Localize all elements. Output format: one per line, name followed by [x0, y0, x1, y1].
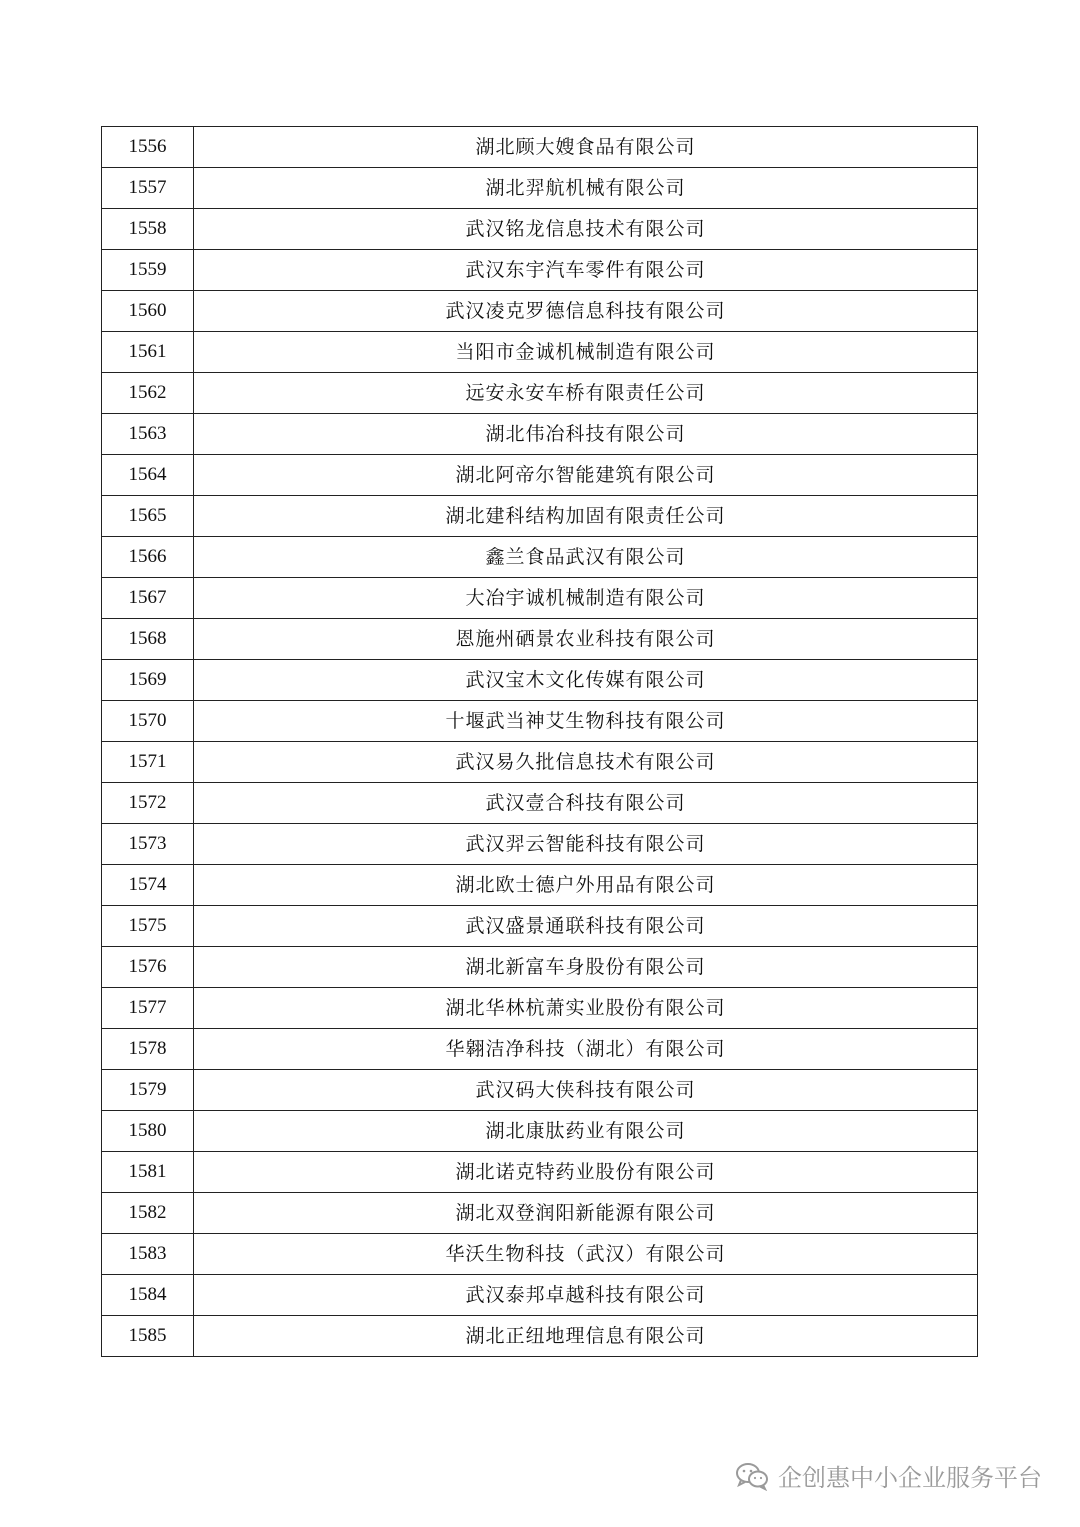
row-number: 1576	[102, 947, 194, 988]
company-name: 武汉宝木文化传媒有限公司	[194, 660, 978, 701]
row-number: 1582	[102, 1193, 194, 1234]
company-name: 武汉码大侠科技有限公司	[194, 1070, 978, 1111]
table-row	[102, 988, 978, 1029]
row-number: 1559	[102, 250, 194, 291]
row-number: 1578	[102, 1029, 194, 1070]
company-name: 湖北双登润阳新能源有限公司	[194, 1193, 978, 1234]
company-name: 大冶宇诚机械制造有限公司	[194, 578, 978, 619]
row-number: 1584	[102, 1275, 194, 1316]
company-name: 恩施州硒景农业科技有限公司	[194, 619, 978, 660]
row-number: 1560	[102, 291, 194, 332]
company-name: 武汉羿云智能科技有限公司	[194, 824, 978, 865]
row-number: 1571	[102, 742, 194, 783]
row-number: 1563	[102, 414, 194, 455]
company-name: 武汉凌克罗德信息科技有限公司	[194, 291, 978, 332]
company-name: 武汉铭龙信息技术有限公司	[194, 209, 978, 250]
company-name: 华沃生物科技（武汉）有限公司	[194, 1234, 978, 1275]
row-number: 1585	[102, 1316, 194, 1357]
table-row	[102, 1275, 978, 1316]
table-row	[102, 660, 978, 701]
row-number: 1577	[102, 988, 194, 1029]
table-row	[102, 414, 978, 455]
row-number: 1562	[102, 373, 194, 414]
row-number: 1583	[102, 1234, 194, 1275]
company-name: 湖北华林杭萧实业股份有限公司	[194, 988, 978, 1029]
row-number: 1568	[102, 619, 194, 660]
company-name: 武汉泰邦卓越科技有限公司	[194, 1275, 978, 1316]
company-name: 湖北伟冶科技有限公司	[194, 414, 978, 455]
company-name: 武汉东宇汽车零件有限公司	[194, 250, 978, 291]
company-name: 武汉盛景通联科技有限公司	[194, 906, 978, 947]
wechat-icon	[734, 1461, 770, 1491]
table-row	[102, 1029, 978, 1070]
table-row	[102, 865, 978, 906]
watermark	[734, 1458, 1042, 1493]
row-number: 1556	[102, 127, 194, 168]
company-name: 湖北康肽药业有限公司	[194, 1111, 978, 1152]
table-row	[102, 1152, 978, 1193]
company-name: 湖北新富车身股份有限公司	[194, 947, 978, 988]
company-name: 当阳市金诚机械制造有限公司	[194, 332, 978, 373]
row-number: 1558	[102, 209, 194, 250]
table-row	[102, 250, 978, 291]
company-name: 十堰武当神艾生物科技有限公司	[194, 701, 978, 742]
company-name: 湖北诺克特药业股份有限公司	[194, 1152, 978, 1193]
table-row	[102, 578, 978, 619]
company-name: 鑫兰食品武汉有限公司	[194, 537, 978, 578]
table-row	[102, 1316, 978, 1357]
row-number: 1561	[102, 332, 194, 373]
table-row	[102, 332, 978, 373]
company-name: 武汉易久批信息技术有限公司	[194, 742, 978, 783]
row-number: 1574	[102, 865, 194, 906]
row-number: 1570	[102, 701, 194, 742]
table-row	[102, 947, 978, 988]
row-number: 1564	[102, 455, 194, 496]
table-row	[102, 373, 978, 414]
table-row	[102, 1234, 978, 1275]
row-number: 1580	[102, 1111, 194, 1152]
row-number: 1565	[102, 496, 194, 537]
table-row	[102, 906, 978, 947]
table-row	[102, 291, 978, 332]
table-row	[102, 1193, 978, 1234]
company-list-body	[102, 127, 978, 1357]
table-row	[102, 619, 978, 660]
row-number: 1569	[102, 660, 194, 701]
table-row	[102, 537, 978, 578]
row-number: 1573	[102, 824, 194, 865]
company-name: 湖北建科结构加固有限责任公司	[194, 496, 978, 537]
table-row	[102, 783, 978, 824]
row-number: 1566	[102, 537, 194, 578]
table-row	[102, 168, 978, 209]
table-row	[102, 701, 978, 742]
company-name: 湖北羿航机械有限公司	[194, 168, 978, 209]
row-number: 1575	[102, 906, 194, 947]
table-row	[102, 1070, 978, 1111]
row-number: 1567	[102, 578, 194, 619]
table-row	[102, 455, 978, 496]
row-number: 1579	[102, 1070, 194, 1111]
table-row	[102, 209, 978, 250]
company-name: 湖北正纽地理信息有限公司	[194, 1316, 978, 1357]
company-name: 湖北顾大嫂食品有限公司	[194, 127, 978, 168]
row-number: 1581	[102, 1152, 194, 1193]
company-name: 湖北阿帝尔智能建筑有限公司	[194, 455, 978, 496]
row-number: 1572	[102, 783, 194, 824]
table-row	[102, 742, 978, 783]
company-name: 远安永安车桥有限责任公司	[194, 373, 978, 414]
row-number: 1557	[102, 168, 194, 209]
company-name: 武汉壹合科技有限公司	[194, 783, 978, 824]
company-list-table	[101, 126, 978, 1357]
watermark-text: 企创惠中小企业服务平台	[778, 1464, 1042, 1492]
company-name: 华翱洁净科技（湖北）有限公司	[194, 1029, 978, 1070]
table-row	[102, 1111, 978, 1152]
table-row	[102, 824, 978, 865]
company-name: 湖北欧士德户外用品有限公司	[194, 865, 978, 906]
table-row	[102, 127, 978, 168]
table-row	[102, 496, 978, 537]
